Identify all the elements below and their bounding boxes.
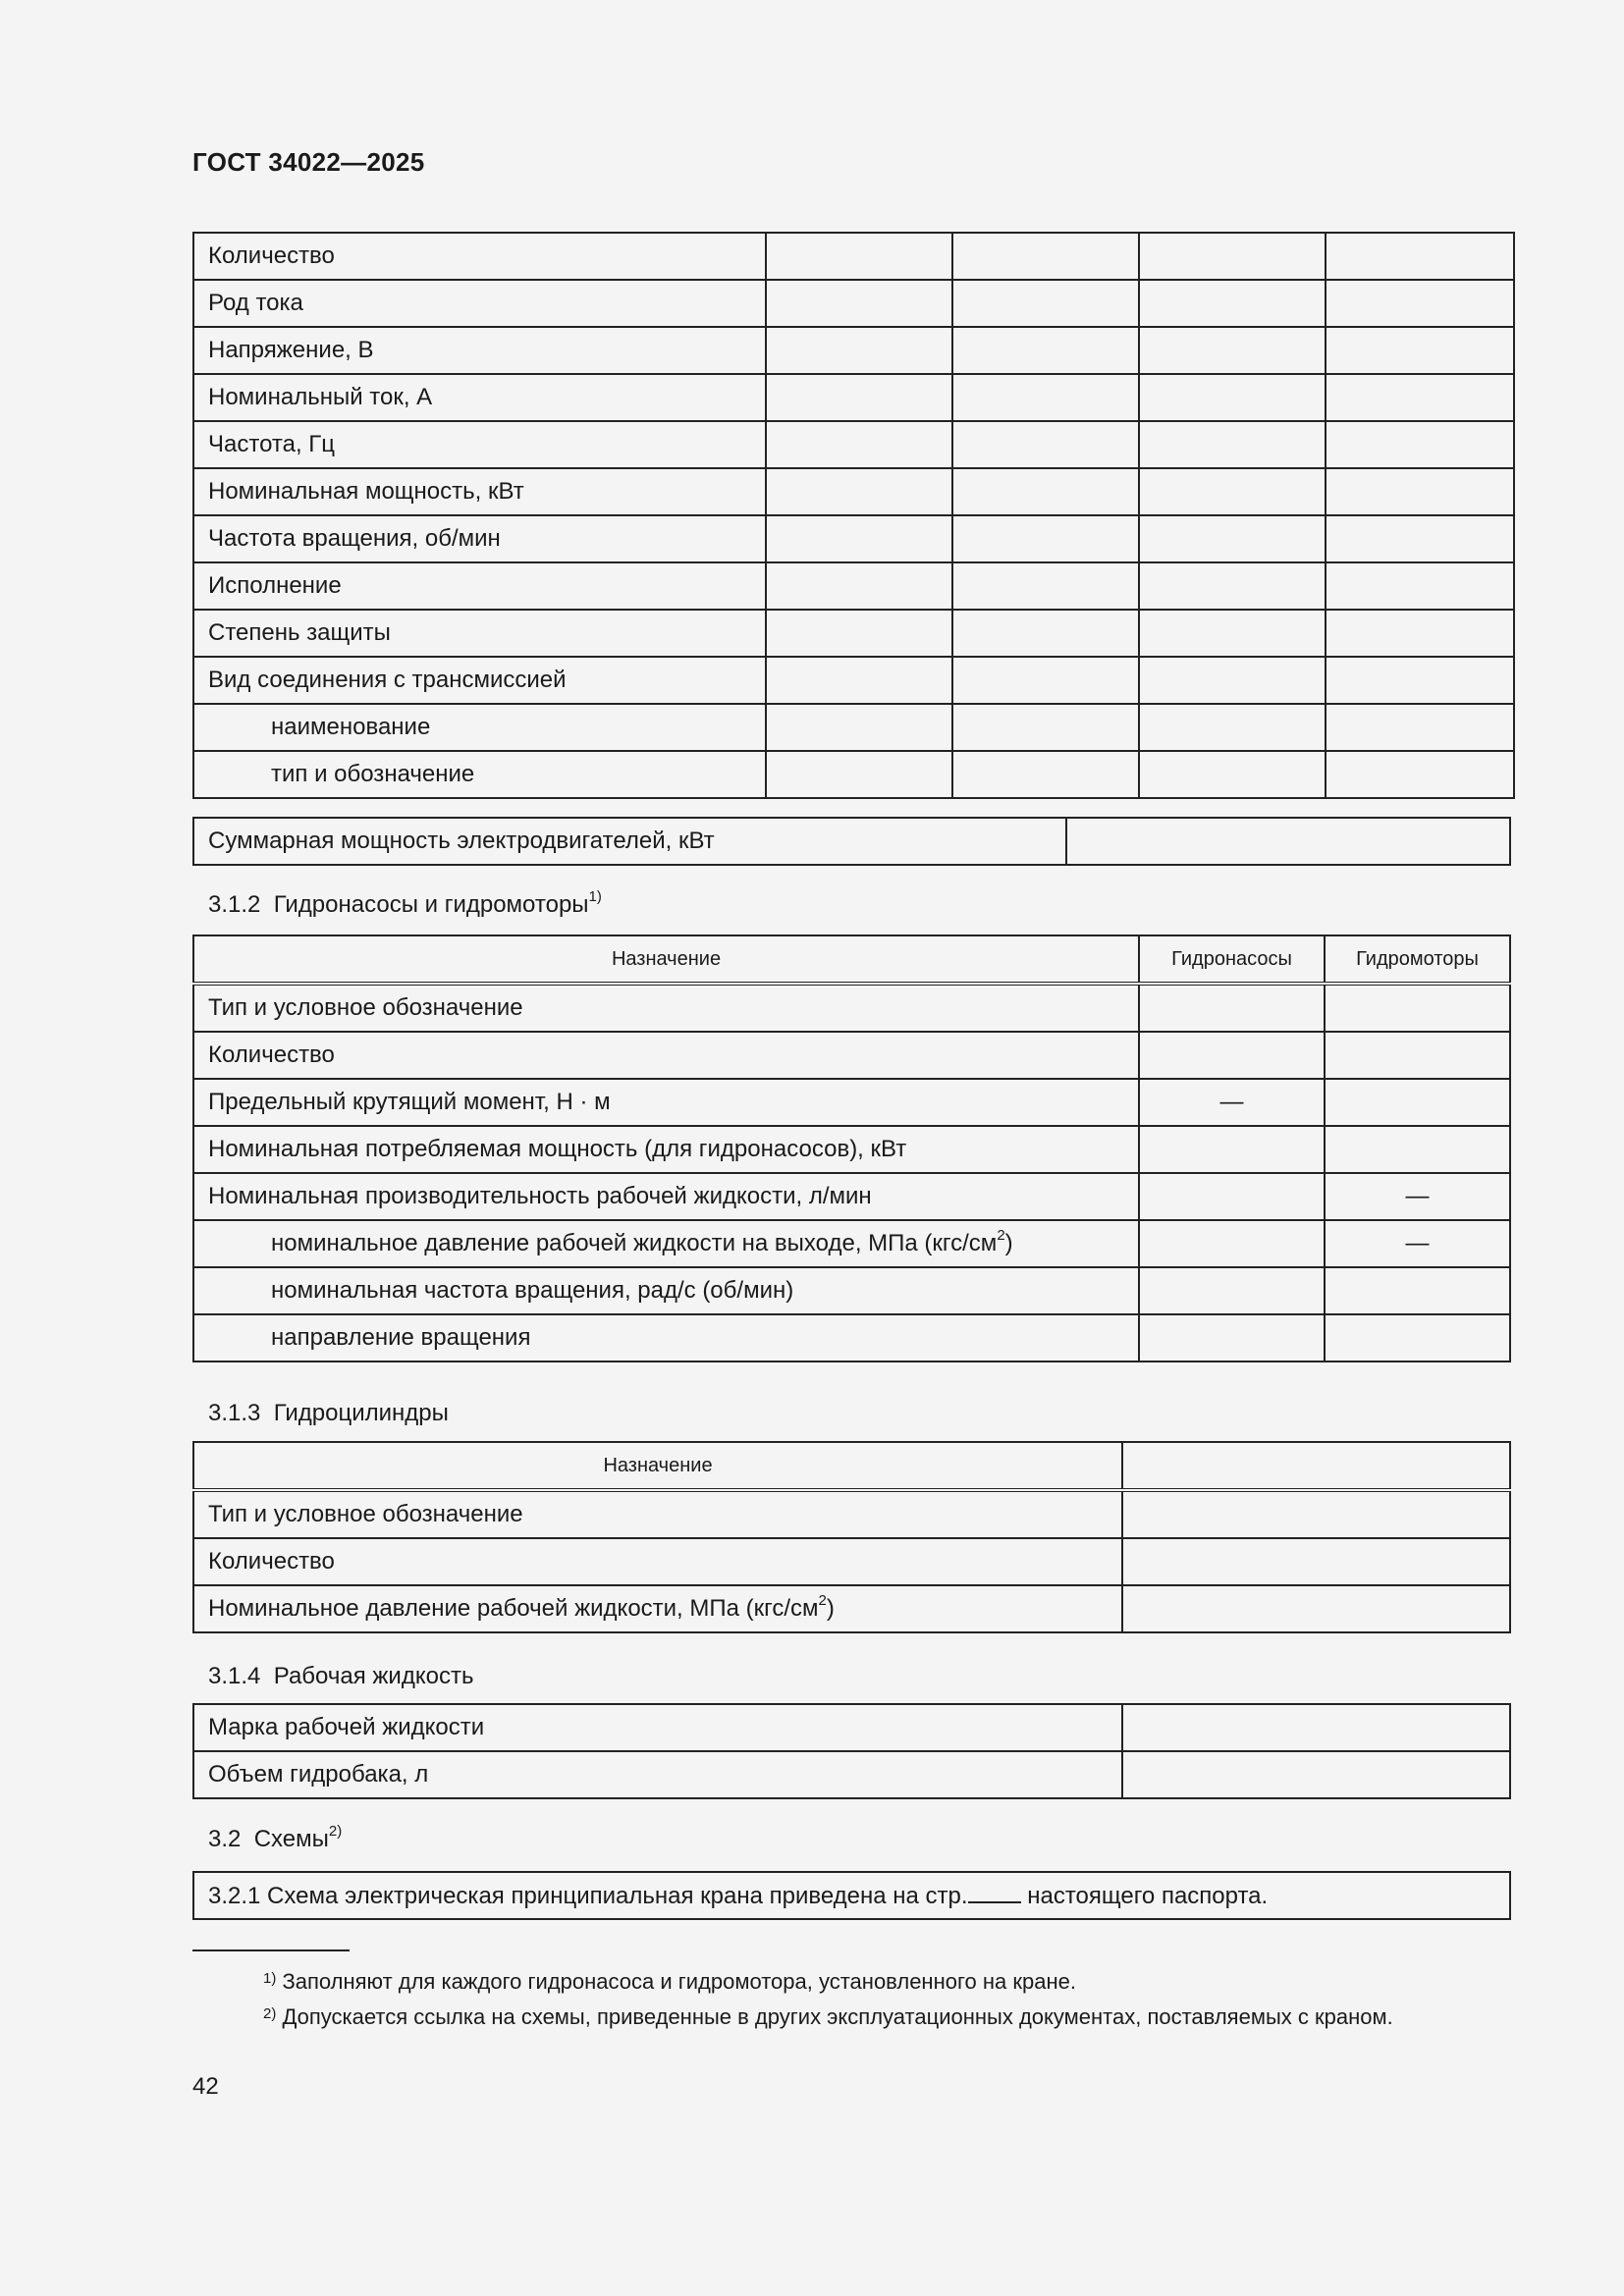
value-cell[interactable] (952, 657, 1139, 704)
value-cell[interactable] (1326, 704, 1514, 751)
scheme-text: 3.2.1 Схема электрическая принципиальная крана приведена на стр. настоящего паспорта. (193, 1872, 1510, 1919)
pumps-cell[interactable] (1139, 1126, 1325, 1173)
working-fluid-table (192, 1703, 1511, 1799)
table-row (193, 1314, 1510, 1362)
value-cell[interactable] (766, 515, 952, 562)
value-cell[interactable] (1326, 468, 1514, 515)
value-cell[interactable] (952, 515, 1139, 562)
value-cell[interactable] (1326, 515, 1514, 562)
value-cell[interactable] (952, 233, 1139, 280)
value-cell[interactable] (952, 751, 1139, 798)
row-label: Номинальный ток, А (193, 374, 766, 421)
row-label: Номинальная потребляемая мощность (для гидронасосов), кВт (193, 1126, 1139, 1173)
table-row (193, 751, 1514, 798)
row-label: Частота, Гц (193, 421, 766, 468)
page-number: 42 (192, 2073, 219, 2100)
motors-table (192, 232, 1515, 799)
footnote-ref-2: 2) (328, 1823, 343, 1840)
pumps-cell[interactable] (1139, 1314, 1325, 1362)
table-row (193, 704, 1514, 751)
section-title-3-2: 3.2 Схемы$^{2)}$ (208, 1823, 343, 1852)
value-cell[interactable] (1326, 233, 1514, 280)
row-label: тип и обозначение (193, 751, 766, 798)
section-title-3-1-2: 3.1.2 Гидронасосы и гидромоторы$^{1)}$ (208, 888, 602, 918)
row-label: Исполнение (193, 562, 766, 610)
row-label: Напряжение, В (193, 327, 766, 374)
table-row (193, 1585, 1510, 1632)
value-cell[interactable] (1139, 233, 1326, 280)
row-label: наименование (193, 704, 766, 751)
table-row (193, 374, 1514, 421)
value-cell[interactable] (1139, 657, 1326, 704)
value-cell[interactable] (952, 421, 1139, 468)
schemes-table (192, 1871, 1511, 1920)
row-label: Объем гидробака, л (193, 1751, 1122, 1798)
value-cell[interactable] (766, 657, 952, 704)
header-purpose: Назначение (193, 1442, 1122, 1490)
table-row (193, 515, 1514, 562)
table-row (193, 1538, 1510, 1585)
motors-cell[interactable] (1325, 1314, 1510, 1362)
row-label: Номинальное давление рабочей жидкости, МПа $(кгс/см^2)$ (193, 1585, 1122, 1632)
hydro-pumps-table (192, 934, 1511, 1362)
table-row (193, 1704, 1510, 1751)
value-cell[interactable] (1139, 280, 1326, 327)
total-power-value[interactable] (1066, 818, 1510, 865)
value-cell[interactable] (766, 233, 952, 280)
table-row (193, 984, 1510, 1032)
footnote-ref-1: 1) (588, 888, 602, 905)
value-cell[interactable] (766, 421, 952, 468)
motors-cell[interactable] (1325, 1267, 1510, 1314)
value-cell[interactable] (1326, 421, 1514, 468)
value-cell[interactable] (1326, 657, 1514, 704)
value-cell[interactable] (952, 468, 1139, 515)
value-cell[interactable] (1139, 468, 1326, 515)
pumps-cell[interactable] (1139, 1267, 1325, 1314)
value-cell[interactable] (766, 562, 952, 610)
section-title-3-1-4: 3.1.4 Рабочая жидкость (208, 1663, 474, 1689)
motors-cell[interactable]: — (1325, 1220, 1510, 1267)
table-row (193, 280, 1514, 327)
table-row (193, 657, 1514, 704)
pumps-cell[interactable] (1139, 1173, 1325, 1220)
row-label: Тип и условное обозначение (193, 1490, 1122, 1538)
value-cell[interactable] (1122, 1538, 1510, 1585)
table-row (193, 421, 1514, 468)
value-cell[interactable] (1122, 1490, 1510, 1538)
motors-cell[interactable] (1325, 1032, 1510, 1079)
row-label: Вид соединения с трансмиссией (193, 657, 766, 704)
value-cell[interactable] (1139, 610, 1326, 657)
value-cell[interactable] (1139, 751, 1326, 798)
row-label: Количество (193, 233, 766, 280)
row-label: Предельный крутящий момент, Н · м (193, 1079, 1139, 1126)
table-row (193, 327, 1514, 374)
value-cell[interactable] (952, 280, 1139, 327)
pumps-cell[interactable]: — (1139, 1079, 1325, 1126)
motors-cell[interactable] (1325, 1126, 1510, 1173)
value-cell[interactable] (952, 374, 1139, 421)
row-label: номинальная частота вращения, рад/с (об/мин) (193, 1267, 1139, 1314)
table-row (193, 468, 1514, 515)
row-label: Частота вращения, об/мин (193, 515, 766, 562)
pumps-cell[interactable] (1139, 984, 1325, 1032)
value-cell[interactable] (1326, 610, 1514, 657)
row-label: Номинальная производительность рабочей жидкости, л/мин (193, 1173, 1139, 1220)
table-row (193, 1173, 1510, 1220)
table-row (193, 1032, 1510, 1079)
value-cell[interactable] (766, 280, 952, 327)
value-cell[interactable] (766, 751, 952, 798)
value-cell[interactable] (766, 327, 952, 374)
table-row (193, 1126, 1510, 1173)
table-row (193, 562, 1514, 610)
value-cell[interactable] (1139, 374, 1326, 421)
row-label: направление вращения (193, 1314, 1139, 1362)
value-cell[interactable] (952, 704, 1139, 751)
table-row (193, 1267, 1510, 1314)
footnote-1: $^{1)}$ Заполняют для каждого гидронасоса и гидромотора, установленного на кране. (263, 1969, 1076, 1994)
value-cell[interactable] (1122, 1585, 1510, 1632)
page-number-blank[interactable] (968, 1882, 1021, 1903)
value-cell[interactable] (1139, 515, 1326, 562)
header-value[interactable] (1122, 1442, 1510, 1490)
value-cell[interactable] (1139, 327, 1326, 374)
value-cell[interactable] (1326, 751, 1514, 798)
value-cell[interactable] (1326, 374, 1514, 421)
row-label: Количество (193, 1538, 1122, 1585)
footnote-separator (192, 1949, 350, 1951)
value-cell[interactable] (1326, 327, 1514, 374)
header-purpose: Назначение (193, 935, 1139, 984)
row-label: Тип и условное обозначение (193, 984, 1139, 1032)
value-cell[interactable] (766, 610, 952, 657)
pumps-cell[interactable] (1139, 1032, 1325, 1079)
row-label: Род тока (193, 280, 766, 327)
hydro-cylinders-table (192, 1441, 1511, 1633)
table-row (193, 233, 1514, 280)
section-title-3-1-3: 3.1.3 Гидроцилиндры (208, 1400, 449, 1426)
value-cell[interactable] (766, 704, 952, 751)
table-row (193, 818, 1510, 865)
motors-cell[interactable]: — (1325, 1173, 1510, 1220)
value-cell[interactable] (1139, 562, 1326, 610)
value-cell[interactable] (1326, 280, 1514, 327)
value-cell[interactable] (766, 374, 952, 421)
table-row (193, 1490, 1510, 1538)
value-cell[interactable] (1122, 1751, 1510, 1798)
pumps-cell[interactable] (1139, 1220, 1325, 1267)
table-row (193, 1079, 1510, 1126)
table-row (193, 1872, 1510, 1919)
motors-total-table (192, 817, 1511, 866)
document-header: ГОСТ 34022—2025 (192, 147, 425, 177)
value-cell[interactable] (1139, 704, 1326, 751)
value-cell[interactable] (1122, 1704, 1510, 1751)
value-cell[interactable] (952, 562, 1139, 610)
value-cell[interactable] (1139, 421, 1326, 468)
value-cell[interactable] (766, 468, 952, 515)
table-row (193, 610, 1514, 657)
row-label: Степень защиты (193, 610, 766, 657)
row-label: Номинальная мощность, кВт (193, 468, 766, 515)
row-label: номинальное давление рабочей жидкости на выходе, МПа $(кгс/см^2)$ (193, 1220, 1139, 1267)
header-pumps: Гидронасосы (1139, 935, 1325, 984)
motors-cell[interactable] (1325, 1079, 1510, 1126)
table-header-row (193, 935, 1510, 984)
table-header-row (193, 1442, 1510, 1490)
row-label: Количество (193, 1032, 1139, 1079)
table-row (193, 1751, 1510, 1798)
row-label: Марка рабочей жидкости (193, 1704, 1122, 1751)
footnote-2: $^{2)}$ Допускается ссылка на схемы, приведенные в других эксплуатационных документах, поставляемых с краном. (263, 2004, 1393, 2029)
motors-cell[interactable] (1325, 984, 1510, 1032)
value-cell[interactable] (1326, 562, 1514, 610)
header-motors: Гидромоторы (1325, 935, 1510, 984)
table-row (193, 1220, 1510, 1267)
total-power-label: Суммарная мощность электродвигателей, кВт (193, 818, 1066, 865)
value-cell[interactable] (952, 327, 1139, 374)
value-cell[interactable] (952, 610, 1139, 657)
